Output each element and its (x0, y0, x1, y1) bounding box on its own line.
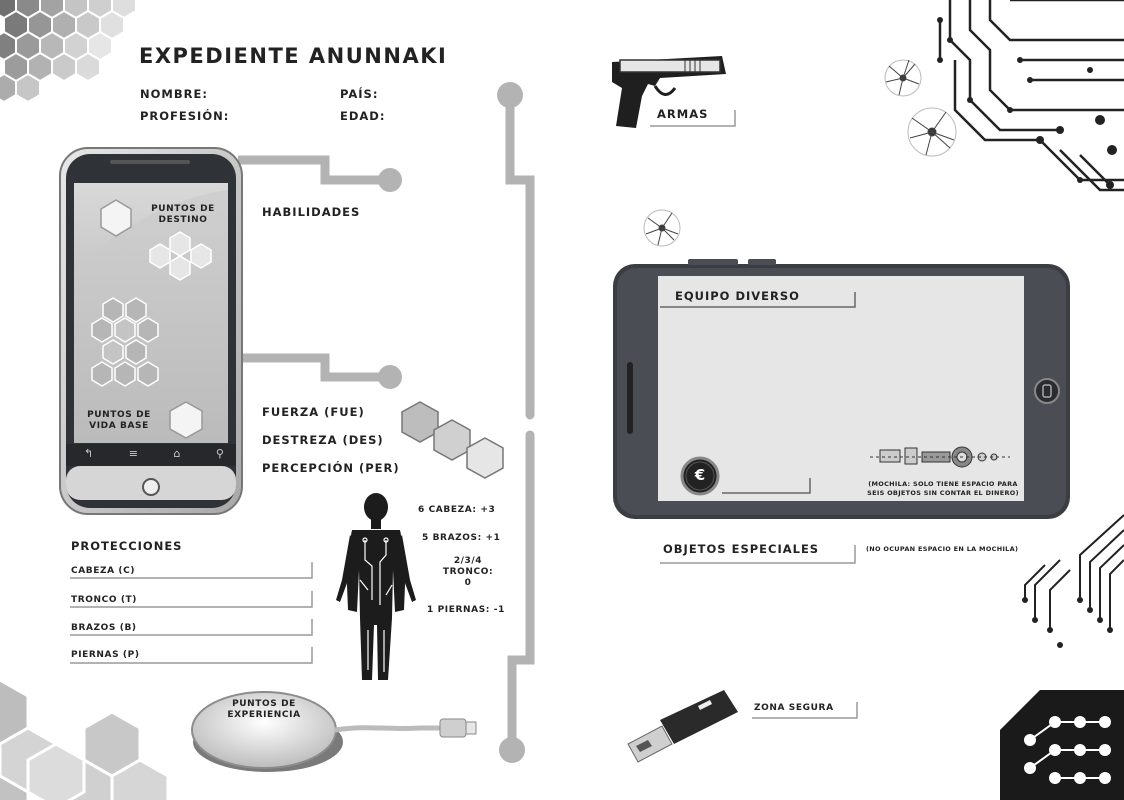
puntos-destino-line-2: DESTINO (158, 215, 208, 225)
objetos-especiales-label: OBJETOS ESPECIALES (663, 542, 820, 556)
mod-tronco (440, 556, 496, 589)
circuit-top-right (940, 0, 1124, 190)
zona-segura-label: ZONA SEGURA (754, 703, 834, 713)
proteccion-piernas[interactable]: PIERNAS (P) (71, 650, 140, 660)
protection-lines (70, 562, 312, 663)
mochila-note (866, 480, 1020, 498)
puntos-experiencia-label (222, 699, 306, 721)
mod-tronco-line-2: TRONCO: 0 (442, 567, 494, 588)
page-title: EXPEDIENTE ANUNNAKI (139, 44, 448, 68)
circuit-body-figure (336, 493, 416, 680)
mod-piernas: 1 PIERNAS: -1 (427, 605, 505, 615)
edad-label: EDAD: (340, 109, 386, 123)
usb-drive (628, 690, 738, 762)
puntos-vida-line-2: VIDA BASE (89, 421, 149, 431)
pais-label: PAÍS: (340, 87, 379, 101)
protecciones-title: PROTECCIONES (71, 539, 183, 553)
phone-nav-bar (84, 447, 224, 460)
mochila-note-line-1: (MOCHILA: SOLO TIENE ESPACIO PARA (868, 480, 1018, 488)
puntos-vida-line-1: PUNTOS DE (87, 410, 151, 420)
hex-cluster-top-left (0, 0, 136, 102)
profesion-label: PROFESIÓN: (140, 109, 230, 123)
circuit-right-middle (1025, 515, 1124, 630)
attribute-percepcion: PERCEPCIÓN (PER) (262, 461, 400, 475)
objetos-especiales-note: (NO OCUPAN ESPACIO EN LA MOCHILA) (866, 545, 1019, 553)
mod-cabeza: 6 CABEZA: +3 (418, 505, 496, 515)
home-icon: ⌂ (173, 447, 181, 460)
mochila-note-line-2: SEIS OBJETOS SIN CONTAR EL DINERO) (867, 489, 1019, 497)
central-connector (510, 95, 530, 745)
mod-brazos: 5 BRAZOS: +1 (422, 533, 501, 543)
habilidades-label: HABILIDADES (262, 205, 361, 219)
puntos-experiencia-line-1: PUNTOS DE (232, 699, 296, 709)
mod-tronco-line-1: 2/3/4 (453, 556, 483, 566)
proteccion-cabeza[interactable]: CABEZA (C) (71, 566, 136, 576)
attribute-destreza: DESTREZA (DES) (262, 433, 384, 447)
nombre-label: NOMBRE: (140, 87, 208, 101)
armas-label: ARMAS (657, 107, 709, 121)
bullet-holes (644, 60, 956, 246)
proteccion-brazos[interactable]: BRAZOS (B) (71, 623, 137, 633)
search-icon: ⚲ (215, 447, 224, 460)
puntos-destino-line-1: PUNTOS DE (151, 204, 215, 214)
circuit-top-right-pads (937, 17, 1117, 189)
equipo-diverso-label: EQUIPO DIVERSO (675, 289, 800, 303)
puntos-experiencia-line-2: EXPERIENCIA (227, 710, 301, 720)
hex-cluster-bottom-left (0, 680, 168, 800)
phone-connectors (238, 160, 385, 377)
puntos-vida-base-label (82, 410, 156, 432)
euro-symbol: € (694, 466, 706, 484)
attribute-hexes (402, 402, 503, 478)
proteccion-tronco[interactable]: TRONCO (T) (71, 595, 138, 605)
puntos-destino-label (148, 204, 218, 226)
attribute-fuerza: FUERZA (FUE) (262, 405, 365, 419)
menu-icon: ≡ (128, 447, 138, 460)
circuit-bottom-right (1000, 690, 1124, 800)
back-icon: ↰ (84, 447, 94, 460)
